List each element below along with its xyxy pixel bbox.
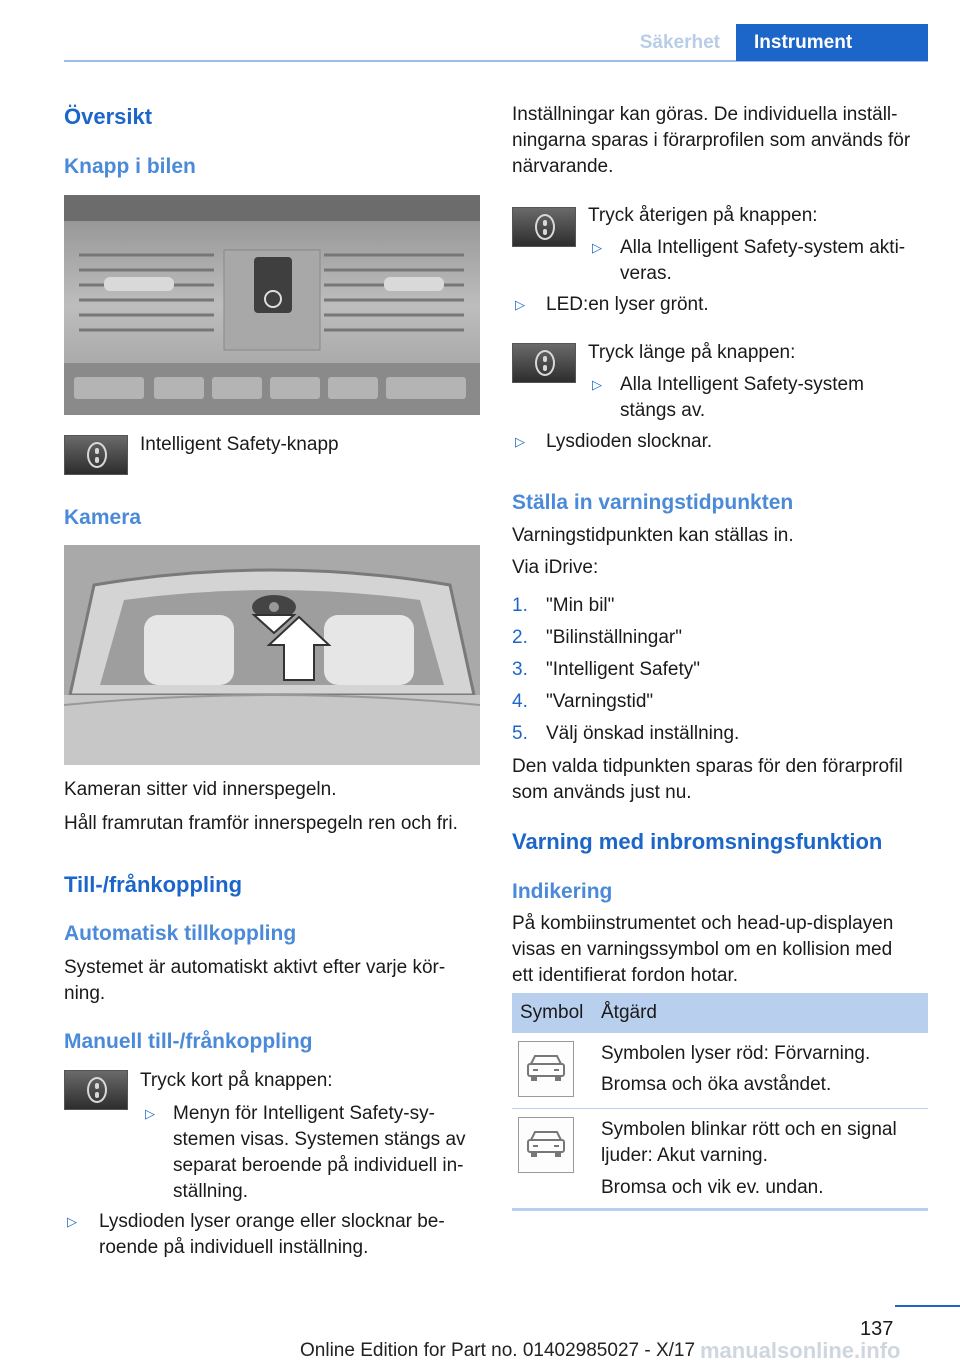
intelligent-safety-button-icon	[512, 343, 576, 383]
manuell-bullet-2-line-2: roende på individuell inställning.	[99, 1237, 369, 1258]
step2-bullet-1-line-2: stängs av.	[620, 400, 706, 421]
watermark: manualsonline.info	[700, 1338, 901, 1362]
dashboard-button-photo	[64, 195, 480, 415]
triangle-bullet-icon: ▷	[592, 240, 602, 255]
table-col-atgard: Åtgärd	[601, 1002, 657, 1023]
list-number: 4.	[512, 691, 528, 712]
heading-indikering: Indikering	[512, 880, 613, 903]
heading-oversikt: Översikt	[64, 104, 153, 129]
list-item: "Intelligent Safety"	[546, 659, 700, 680]
list-number: 2.	[512, 627, 528, 648]
manuell-bullet-1-line-2: stemen visas. Systemen stängs av	[173, 1129, 466, 1150]
tab-sakerhet[interactable]: Säkerhet	[639, 32, 720, 53]
heading-varning: Varning med inbromsningsfunktion	[512, 829, 883, 854]
auto-text-1: Systemet är automatiskt aktivt efter varje kör-	[64, 957, 446, 978]
list-number: 3.	[512, 659, 528, 680]
heading-automatisk-tillkoppling: Automatisk tillkoppling	[64, 922, 297, 945]
knapp-caption: Intelligent Safety-knapp	[140, 434, 339, 455]
heading-stalla-in: Ställa in varningstidpunkten	[512, 491, 794, 514]
table-row1-line-2: Bromsa och öka avståndet.	[601, 1074, 832, 1095]
step1-text: Tryck återigen på knappen:	[588, 205, 818, 226]
camera-photo	[64, 545, 480, 765]
kamera-text-2: Håll framrutan framför innerspegeln ren och fri.	[64, 813, 458, 834]
table-row-separator	[512, 1108, 928, 1109]
intelligent-safety-button-icon	[64, 1070, 128, 1110]
stalla-text-1: Varningstidpunkten kan ställas in.	[512, 525, 794, 546]
table-row2-line-2: ljuder: Akut varning.	[601, 1145, 768, 1166]
list-number: 5.	[512, 723, 528, 744]
step2-text: Tryck länge på knappen:	[588, 342, 796, 363]
step1-bullet-2: LED:en lyser grönt.	[546, 294, 709, 315]
triangle-bullet-icon: ▷	[515, 434, 525, 449]
table-row1-line-1: Symbolen lyser röd: Förvarning.	[601, 1043, 871, 1064]
heading-manuell: Manuell till-/frånkoppling	[64, 1030, 313, 1053]
intro-line-1: Inställningar kan göras. De individuella inställ-	[512, 104, 898, 125]
car-warning-symbol-icon	[518, 1117, 574, 1173]
table-col-symbol: Symbol	[520, 1002, 584, 1023]
auto-text-2: ning.	[64, 983, 106, 1004]
list-item: Välj önskad inställning.	[546, 723, 740, 744]
step1-bullet-1-line-2: veras.	[620, 263, 672, 284]
car-warning-symbol-icon	[518, 1041, 574, 1097]
triangle-bullet-icon: ▷	[592, 377, 602, 392]
footer-rule	[895, 1305, 960, 1307]
intro-line-3: närvarande.	[512, 156, 614, 177]
heading-till-frankoppling: Till-/frånkoppling	[64, 872, 243, 897]
manuell-bullet-1-line-3: separat beroende på individuell in-	[173, 1155, 464, 1176]
indikering-line-1: På kombiinstrumentet och head-up-displayen	[512, 913, 894, 934]
step1-bullet-1-line-1: Alla Intelligent Safety-system akti-	[620, 237, 906, 258]
step2-bullet-1-line-1: Alla Intelligent Safety-system	[620, 374, 864, 395]
after-list-line-2: som används just nu.	[512, 782, 692, 803]
triangle-bullet-icon: ▷	[145, 1106, 155, 1121]
heading-kamera: Kamera	[64, 506, 142, 529]
after-list-line-1: Den valda tidpunkten sparas för den förarprofil	[512, 756, 903, 777]
intelligent-safety-button-icon	[512, 207, 576, 247]
manuell-step: Tryck kort på knappen:	[140, 1070, 333, 1091]
table-row2-line-3: Bromsa och vik ev. undan.	[601, 1177, 824, 1198]
triangle-bullet-icon: ▷	[67, 1214, 77, 1229]
indikering-line-2: visas en varningssymbol om en kollision med	[512, 939, 893, 960]
manuell-bullet-1-line-4: ställning.	[173, 1181, 248, 1202]
tab-instrument[interactable]: Instrument	[736, 24, 928, 61]
footer-edition: Online Edition for Part no. 01402985027 - X/17	[300, 1340, 696, 1361]
table-row2-line-1: Symbolen blinkar rött och en signal	[601, 1119, 897, 1140]
list-item: "Bilinställningar"	[546, 627, 682, 648]
list-item: "Varningstid"	[546, 691, 654, 712]
table-bottom-rule	[512, 1208, 928, 1211]
intro-line-2: ningarna sparas i förarprofilen som används för	[512, 130, 911, 151]
indikering-line-3: ett identifierat fordon hotar.	[512, 965, 739, 986]
kamera-text-1: Kameran sitter vid innerspegeln.	[64, 779, 337, 800]
manuell-bullet-2-line-1: Lysdioden lyser orange eller slocknar be-	[99, 1211, 445, 1232]
list-item: "Min bil"	[546, 595, 615, 616]
intelligent-safety-button-icon	[64, 435, 128, 475]
stalla-text-2: Via iDrive:	[512, 557, 599, 578]
triangle-bullet-icon: ▷	[515, 297, 525, 312]
heading-knapp-i-bilen: Knapp i bilen	[64, 155, 196, 178]
step2-bullet-2: Lysdioden slocknar.	[546, 431, 713, 452]
manuell-bullet-1-line-1: Menyn för Intelligent Safety-sy-	[173, 1103, 435, 1124]
list-number: 1.	[512, 595, 528, 616]
page-number: 137	[860, 1318, 894, 1340]
